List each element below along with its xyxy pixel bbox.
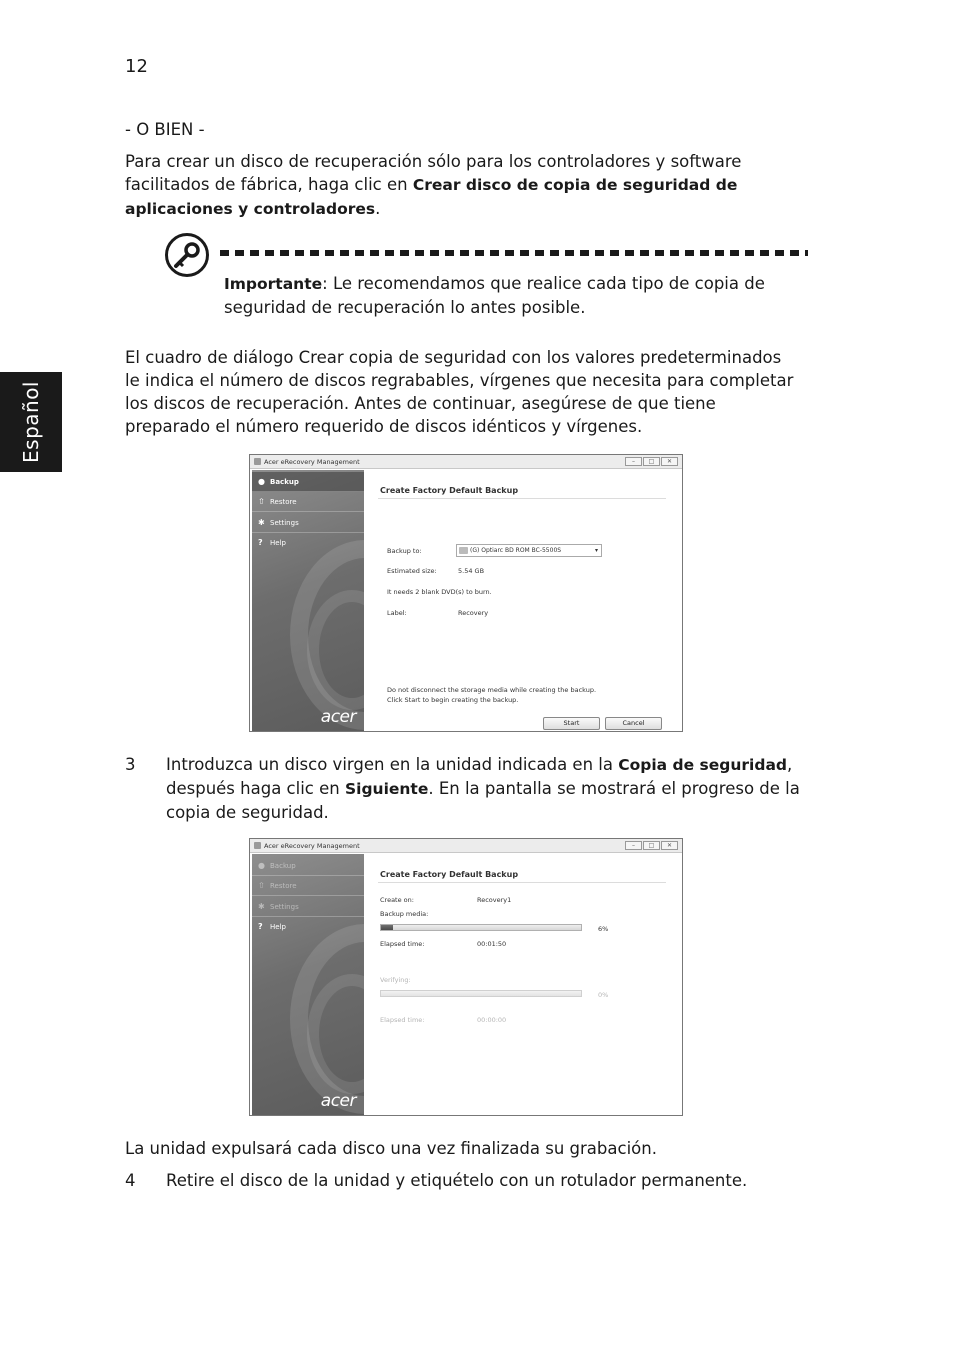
eject-paragraph: La unidad expulsará cada disco una vez finalizada su grabación.: [125, 1139, 657, 1158]
window-titlebar: [250, 455, 682, 469]
backup-media-progress-fill: [381, 925, 393, 930]
close-icon: ✕: [661, 841, 678, 850]
step-3-text-part: Introduzca un disco virgen en la unidad indicada en la: [166, 755, 619, 774]
verifying-label: Verifying:: [380, 976, 411, 984]
step-3-number: 3: [125, 755, 136, 774]
language-tab-label: Español: [19, 381, 43, 463]
screenshot-backup-dialog: [249, 454, 683, 732]
cancel-button: Cancel: [605, 717, 662, 730]
elapsed-time-value: 00:01:50: [477, 940, 507, 948]
estimated-size-value: 5.54 GB: [458, 567, 485, 575]
important-note: [224, 272, 804, 319]
step-3-line-3: copia de seguridad.: [166, 803, 329, 822]
verify-elapsed-value: 00:00:00: [477, 1016, 507, 1024]
sidebar-item-backup: [252, 856, 364, 876]
step-3-text-part: . En la pantalla se mostrará el progreso de la: [428, 779, 800, 798]
verifying-progress-bar: [380, 990, 582, 997]
note-line-1: [224, 272, 804, 296]
backup-media-label: Backup media:: [380, 910, 429, 918]
screenshot-backup-progress: [249, 838, 683, 1116]
start-button: Start: [543, 717, 600, 730]
heading-rule: [378, 882, 666, 883]
window-controls: [624, 457, 678, 466]
backup-to-label: Backup to:: [387, 547, 422, 555]
dialog-line-2: le indica el número de discos regrabables, vírgenes que necesita para completar: [125, 371, 794, 390]
discs-needed-text: It needs 2 blank DVD(s) to burn.: [387, 588, 492, 596]
chevron-down-icon: ▾: [594, 547, 598, 554]
sidebar-item-restore: [252, 876, 364, 896]
step-4-text: Retire el disco de la unidad y etiquételo con un rotulador permanente.: [166, 1171, 748, 1190]
sidebar: [252, 470, 364, 731]
sidebar-item-help: [252, 917, 364, 937]
sidebar-item-label: Help: [270, 923, 286, 931]
drive-icon: [459, 547, 468, 554]
minimize-icon: –: [625, 457, 642, 466]
disc-icon: ●: [258, 861, 265, 870]
app-icon: [254, 842, 261, 849]
step-3-line-1: [166, 753, 826, 777]
key-icon: [164, 232, 210, 278]
restore-icon: ⇧: [258, 497, 265, 506]
app-icon: [254, 458, 261, 465]
main-panel: [366, 854, 682, 1115]
panel-heading: Create Factory Default Backup: [380, 486, 519, 495]
maximize-icon: □: [643, 841, 660, 850]
help-icon: ?: [258, 922, 263, 931]
note-text: : Le recomendamos que realice cada tipo de copia de: [322, 274, 765, 293]
note-label: Importante: [224, 275, 323, 293]
step-3-text: [166, 753, 826, 824]
intro-line-1: Para crear un disco de recuperación sólo para los controladores y software: [125, 152, 742, 171]
sidebar-item-settings: [252, 513, 364, 533]
acer-logo: acer: [320, 1091, 356, 1111]
dialog-line-1: El cuadro de diálogo Crear copia de seguridad con los valores predeterminados: [125, 348, 782, 367]
close-icon: ✕: [661, 457, 678, 466]
create-on-value: Recovery1: [477, 896, 512, 904]
sidebar-item-label: Restore: [270, 498, 297, 506]
restore-icon: ⇧: [258, 881, 265, 890]
estimated-size-label: Estimated size:: [387, 567, 437, 575]
label-label: Label:: [387, 609, 407, 617]
sidebar-item-settings: [252, 897, 364, 917]
note-line-2: seguridad de recuperación lo antes posible.: [224, 298, 586, 317]
sidebar-item-backup: [252, 472, 364, 492]
step-3-bold: Siguiente: [344, 780, 429, 798]
panel-heading: Create Factory Default Backup: [380, 870, 519, 879]
dialog-line-3: los discos de recuperación. Antes de continuar, asegúrese de que tiene: [125, 394, 716, 413]
step-3-text-part: después haga clic en: [166, 779, 345, 798]
sidebar-item-label: Settings: [270, 903, 299, 911]
step-3-bold: Copia de seguridad: [618, 756, 788, 774]
acer-logo: acer: [320, 707, 356, 727]
elapsed-time-label: Elapsed time:: [380, 940, 425, 948]
verifying-percent: 0%: [598, 991, 609, 999]
backup-drive-value: (G) Optiarc BD ROM BC-5500S: [470, 547, 562, 554]
main-panel: [366, 470, 682, 731]
label-value: Recovery: [458, 609, 489, 617]
intro-paragraph: [125, 150, 815, 221]
intro-bold-command-end: aplicaciones y controladores: [125, 200, 376, 218]
dialog-line-4: preparado el número requerido de discos idénticos y vírgenes.: [125, 417, 643, 436]
intro-period: .: [375, 199, 381, 218]
disc-icon: ●: [258, 477, 265, 486]
window-title: Acer eRecovery Management: [264, 458, 360, 466]
note-dotted-rule: [220, 250, 808, 256]
warning-line-1: Do not disconnect the storage media while creating the backup.: [387, 686, 597, 694]
window-titlebar: [250, 839, 682, 853]
backup-media-progress-bar: [380, 924, 582, 931]
alternative-marker: - O BIEN -: [125, 120, 205, 139]
backup-media-percent: 6%: [598, 925, 609, 933]
intro-line-2: [125, 173, 815, 197]
intro-bold-command: Crear disco de copia de seguridad de: [412, 176, 738, 194]
language-tab: [0, 372, 62, 472]
maximize-icon: □: [643, 457, 660, 466]
intro-line-3: [125, 197, 815, 221]
step-3-line-2: [166, 777, 826, 801]
window-controls: [624, 841, 678, 850]
sidebar-item-label: Backup: [270, 478, 299, 486]
minimize-icon: –: [625, 841, 642, 850]
intro-text: facilitados de fábrica, haga clic en: [125, 175, 413, 194]
sidebar-item-label: Settings: [270, 519, 299, 527]
gear-icon: ✱: [258, 518, 265, 527]
sidebar-item-help: [252, 533, 364, 553]
gear-icon: ✱: [258, 902, 265, 911]
window-title: Acer eRecovery Management: [264, 842, 360, 850]
step-3-text-part: ,: [787, 755, 793, 774]
sidebar-item-label: Restore: [270, 882, 297, 890]
sidebar-item-label: Help: [270, 539, 286, 547]
create-on-label: Create on:: [380, 896, 414, 904]
backup-drive-select: [456, 544, 602, 557]
sidebar-item-restore: [252, 492, 364, 512]
sidebar: [252, 854, 364, 1115]
heading-rule: [378, 498, 666, 499]
dialog-paragraph: [125, 346, 825, 438]
help-icon: ?: [258, 538, 263, 547]
sidebar-item-label: Backup: [270, 862, 296, 870]
verify-elapsed-label: Elapsed time:: [380, 1016, 425, 1024]
step-4-number: 4: [125, 1171, 136, 1190]
page-number: 12: [125, 56, 148, 77]
warning-line-2: Click Start to begin creating the backup.: [387, 696, 519, 704]
